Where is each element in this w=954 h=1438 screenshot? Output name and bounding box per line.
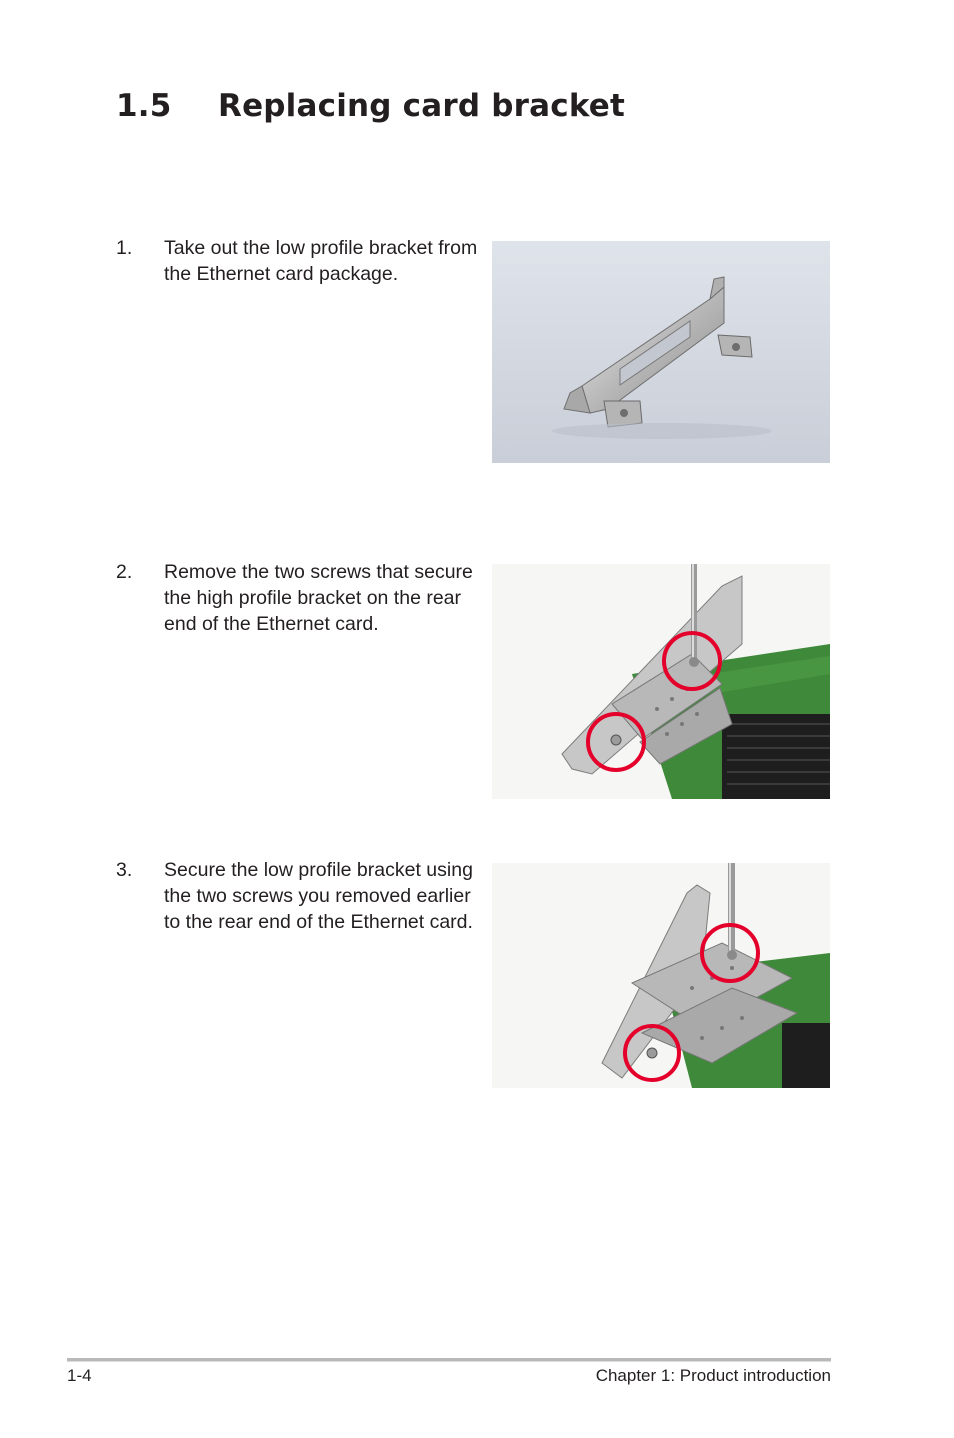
chapter-title: Chapter 1: Product introduction — [595, 1366, 831, 1385]
footer-rule — [67, 1358, 831, 1362]
section-heading — [116, 88, 625, 124]
step-number: 3. — [116, 859, 133, 881]
photo-remove-screws — [492, 564, 830, 799]
photo-secure-screws — [492, 863, 830, 1088]
step-number: 1. — [116, 237, 133, 259]
step-text: Take out the low profile bracket from the Ethernet card package. — [164, 237, 478, 285]
step-text: Remove the two screws that secure the high profile bracket on the rear end of the Ethernet card. — [164, 561, 473, 635]
photo-low-profile-bracket — [492, 241, 830, 463]
section-number: 1.5 — [116, 88, 172, 124]
page-number: 1-4 — [67, 1366, 92, 1385]
step-number: 2. — [116, 561, 133, 583]
section-title: Replacing card bracket — [218, 88, 626, 124]
step-text: Secure the low profile bracket using the two screws you removed earlier to the rear end of the Ethernet card. — [164, 859, 473, 933]
